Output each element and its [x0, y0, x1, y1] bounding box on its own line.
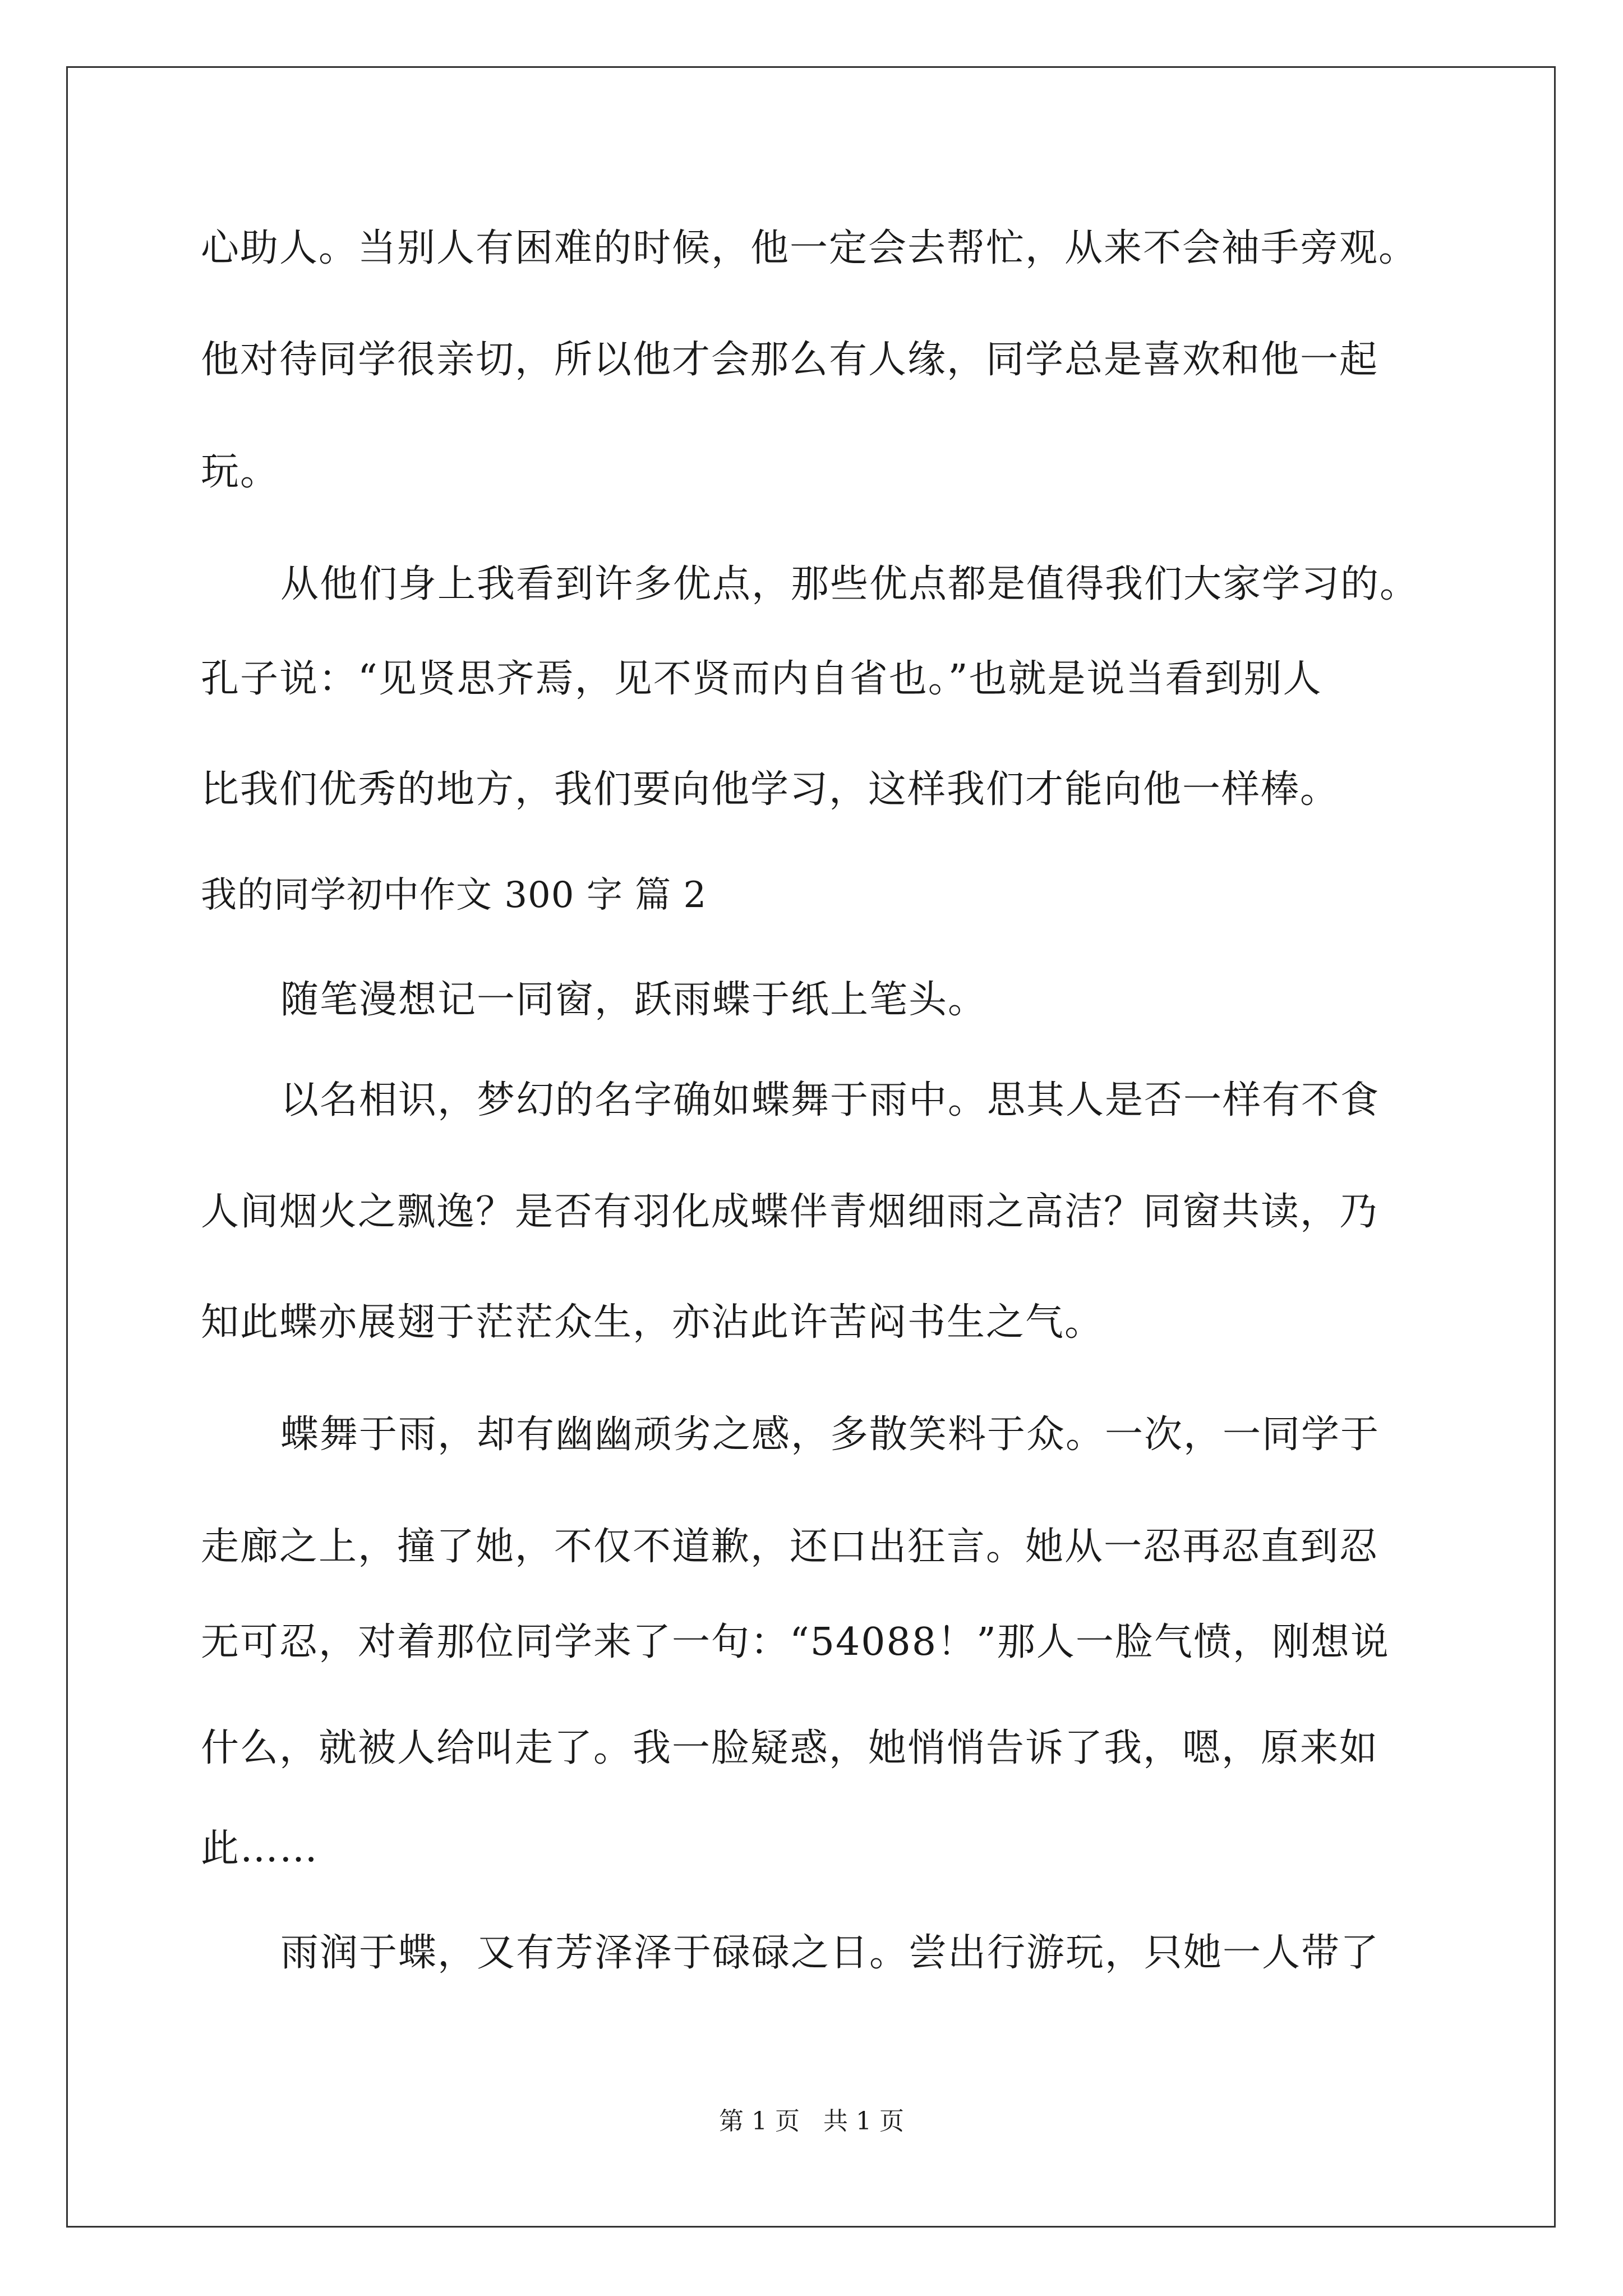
text-line: 无可忍，对着那位同学来了一句：“54088！”那人一脸气愤，刚想说 — [201, 1620, 1390, 1664]
text-line: 玩。 — [201, 450, 280, 494]
text-line: 走廊之上，撞了她，不仅不道歉，还口出狂言。她从一忍再忍直到忍 — [201, 1525, 1379, 1569]
paragraph-start-line: 蝶舞于雨，却有幽幽顽劣之感，多散笑料于众。一次，一同学于 — [280, 1412, 1380, 1457]
section-heading: 我的同学初中作文 300 字 篇 2 — [201, 875, 707, 916]
text-line: 心助人。当别人有困难的时候，他一定会去帮忙，从来不会袖手旁观。 — [201, 226, 1418, 270]
text-line: 什么，就被人给叫走了。我一脸疑惑，她悄悄告诉了我，嗯，原来如 — [201, 1726, 1379, 1770]
paragraph-start-line: 雨润于蝶，又有芳泽泽于碌碌之日。尝出行游玩，只她一人带了 — [280, 1931, 1380, 1975]
text-line: 比我们优秀的地方，我们要向他学习，这样我们才能向他一样棒。 — [201, 767, 1340, 812]
page-footer: 第 1 页 共 1 页 — [719, 2107, 904, 2136]
text-line: 此…… — [201, 1826, 319, 1871]
paragraph-start-line: 以名相识，梦幻的名字确如蝶舞于雨中。思其人是否一样有不食 — [280, 1078, 1380, 1122]
text-line: 孔子说：“见贤思齐焉，见不贤而内自省也。”也就是说当看到别人 — [201, 657, 1322, 701]
paragraph-start-line: 从他们身上我看到许多优点，那些优点都是值得我们大家学习的。 — [280, 562, 1419, 606]
page-frame — [66, 66, 1556, 2228]
text-line: 知此蝶亦展翅于茫茫众生，亦沾此许苦闷书生之气。 — [201, 1300, 1104, 1345]
text-line: 人间烟火之飘逸？是否有羽化成蝶伴青烟细雨之高洁？同窗共读，乃 — [201, 1190, 1379, 1234]
text-line: 他对待同学很亲切，所以他才会那么有人缘，同学总是喜欢和他一起 — [201, 338, 1379, 382]
paragraph-start-line: 随笔漫想记一同窗，跃雨蝶于纸上笔头。 — [280, 978, 988, 1022]
